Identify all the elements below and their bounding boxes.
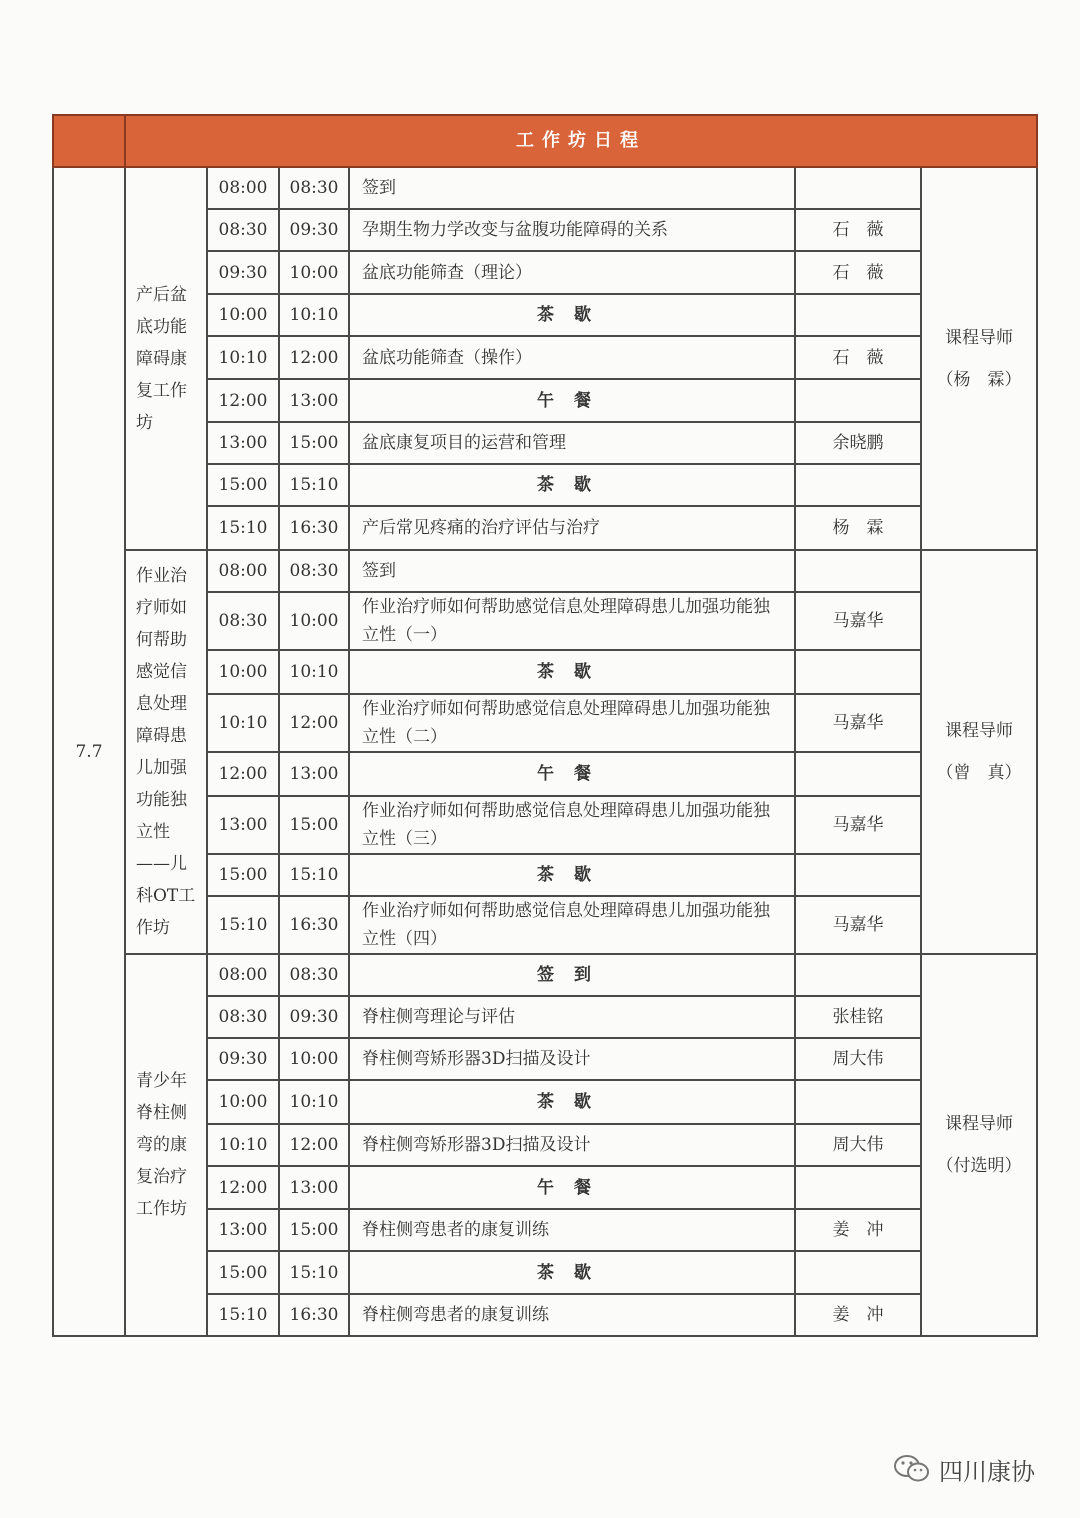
session-topic: 产后常见疼痛的治疗评估与治疗 <box>349 506 795 550</box>
start-time: 08:00 <box>207 167 279 209</box>
speaker: 马嘉华 <box>795 592 921 650</box>
session-topic: 脊柱侧弯矫形器3D扫描及设计 <box>349 1038 795 1080</box>
session-topic: 脊柱侧弯理论与评估 <box>349 996 795 1038</box>
course-mentor <box>921 167 1037 550</box>
table-row <box>53 550 1037 592</box>
start-time: 15:10 <box>207 1294 279 1336</box>
wechat-icon <box>893 1453 931 1485</box>
speaker: 杨 霖 <box>795 506 921 550</box>
session-topic: 午餐 <box>349 752 795 796</box>
end-time: 13:00 <box>279 1166 349 1209</box>
start-time: 15:10 <box>207 506 279 550</box>
end-time: 08:30 <box>279 167 349 209</box>
session-topic: 茶歇 <box>349 464 795 506</box>
session-topic: 作业治疗师如何帮助感觉信息处理障碍患儿加强功能独立性（二） <box>349 694 795 752</box>
session-topic: 脊柱侧弯矫形器3D扫描及设计 <box>349 1124 795 1166</box>
session-topic: 茶歇 <box>349 294 795 336</box>
start-time: 08:00 <box>207 550 279 592</box>
speaker <box>795 1251 921 1294</box>
end-time: 15:10 <box>279 1251 349 1294</box>
end-time: 12:00 <box>279 694 349 752</box>
start-time: 09:30 <box>207 251 279 294</box>
table-header-row <box>53 115 1037 167</box>
session-topic: 盆底康复项目的运营和管理 <box>349 422 795 464</box>
end-time: 10:00 <box>279 251 349 294</box>
speaker: 马嘉华 <box>795 896 921 954</box>
start-time: 10:10 <box>207 1124 279 1166</box>
session-topic: 作业治疗师如何帮助感觉信息处理障碍患儿加强功能独立性（一） <box>349 592 795 650</box>
mentor-name: （杨 霖） <box>936 369 1022 390</box>
watermark-text: 四川康协 <box>939 1457 1035 1486</box>
end-time: 12:00 <box>279 1124 349 1166</box>
end-time: 10:00 <box>279 1038 349 1080</box>
session-topic: 作业治疗师如何帮助感觉信息处理障碍患儿加强功能独立性（三） <box>349 796 795 854</box>
speaker: 石 薇 <box>795 251 921 294</box>
speaker <box>795 650 921 694</box>
speaker <box>795 954 921 996</box>
speaker: 余晓鹏 <box>795 422 921 464</box>
mentor-label: 课程导师 <box>945 327 1013 348</box>
session-topic: 签到 <box>349 167 795 209</box>
end-time: 09:30 <box>279 996 349 1038</box>
end-time: 10:00 <box>279 592 349 650</box>
end-time: 13:00 <box>279 752 349 796</box>
start-time: 08:30 <box>207 209 279 251</box>
session-topic: 签到 <box>349 550 795 592</box>
mentor-label: 课程导师 <box>945 721 1013 741</box>
speaker: 马嘉华 <box>795 796 921 854</box>
end-time: 16:30 <box>279 896 349 954</box>
end-time: 15:00 <box>279 422 349 464</box>
start-time: 08:30 <box>207 592 279 650</box>
header-blank-cell <box>53 115 125 167</box>
start-time: 10:10 <box>207 336 279 379</box>
start-time: 13:00 <box>207 796 279 854</box>
speaker <box>795 464 921 506</box>
mentor-label: 课程导师 <box>945 1114 1013 1134</box>
end-time: 15:00 <box>279 1209 349 1251</box>
speaker: 石 薇 <box>795 209 921 251</box>
mentor-name: （曾 真） <box>936 763 1022 783</box>
end-time: 09:30 <box>279 209 349 251</box>
end-time: 15:10 <box>279 464 349 506</box>
table-row <box>53 954 1037 996</box>
speaker: 马嘉华 <box>795 694 921 752</box>
start-time: 15:00 <box>207 854 279 896</box>
speaker <box>795 379 921 422</box>
start-time: 15:10 <box>207 896 279 954</box>
start-time: 15:00 <box>207 1251 279 1294</box>
session-topic: 盆底功能筛查（操作） <box>349 336 795 379</box>
session-topic: 茶歇 <box>349 650 795 694</box>
watermark <box>893 1447 1035 1491</box>
end-time: 08:30 <box>279 954 349 996</box>
speaker <box>795 854 921 896</box>
speaker: 周大伟 <box>795 1038 921 1080</box>
end-time: 16:30 <box>279 506 349 550</box>
end-time: 10:10 <box>279 1080 349 1124</box>
table-row <box>53 167 1037 209</box>
start-time: 15:00 <box>207 464 279 506</box>
end-time: 08:30 <box>279 550 349 592</box>
session-topic: 孕期生物力学改变与盆腹功能障碍的关系 <box>349 209 795 251</box>
date-cell: 7.7 <box>53 167 125 1336</box>
mentor-name: （付选明） <box>936 1156 1022 1176</box>
session-topic: 脊柱侧弯患者的康复训练 <box>349 1294 795 1336</box>
workshop-schedule-table <box>52 114 1038 1337</box>
workshop-name: 作业治疗师如何帮助感觉信息处理障碍患儿加强功能独立性——儿科OT工作坊 <box>125 550 207 954</box>
speaker: 姜 冲 <box>795 1209 921 1251</box>
start-time: 10:00 <box>207 1080 279 1124</box>
end-time: 12:00 <box>279 336 349 379</box>
start-time: 12:00 <box>207 1166 279 1209</box>
speaker <box>795 550 921 592</box>
workshop-name: 青少年脊柱侧弯的康复治疗工作坊 <box>125 954 207 1336</box>
speaker <box>795 752 921 796</box>
speaker: 张桂铭 <box>795 996 921 1038</box>
course-mentor <box>921 550 1037 954</box>
session-topic: 盆底功能筛查（理论） <box>349 251 795 294</box>
start-time: 08:00 <box>207 954 279 996</box>
session-topic: 茶歇 <box>349 854 795 896</box>
session-topic: 签到 <box>349 954 795 996</box>
course-mentor <box>921 954 1037 1336</box>
end-time: 15:00 <box>279 796 349 854</box>
start-time: 10:00 <box>207 294 279 336</box>
session-topic: 午餐 <box>349 379 795 422</box>
start-time: 09:30 <box>207 1038 279 1080</box>
speaker <box>795 294 921 336</box>
start-time: 08:30 <box>207 996 279 1038</box>
speaker <box>795 167 921 209</box>
session-topic: 茶歇 <box>349 1251 795 1294</box>
session-topic: 茶歇 <box>349 1080 795 1124</box>
end-time: 16:30 <box>279 1294 349 1336</box>
start-time: 10:00 <box>207 650 279 694</box>
session-topic: 作业治疗师如何帮助感觉信息处理障碍患儿加强功能独立性（四） <box>349 896 795 954</box>
start-time: 13:00 <box>207 422 279 464</box>
start-time: 10:10 <box>207 694 279 752</box>
session-topic: 脊柱侧弯患者的康复训练 <box>349 1209 795 1251</box>
speaker <box>795 1166 921 1209</box>
start-time: 12:00 <box>207 752 279 796</box>
schedule-title: 工作坊日程 <box>125 115 1037 167</box>
end-time: 15:10 <box>279 854 349 896</box>
speaker: 周大伟 <box>795 1124 921 1166</box>
end-time: 13:00 <box>279 379 349 422</box>
start-time: 13:00 <box>207 1209 279 1251</box>
speaker: 姜 冲 <box>795 1294 921 1336</box>
workshop-name: 产后盆底功能障碍康复工作坊 <box>125 167 207 550</box>
start-time: 12:00 <box>207 379 279 422</box>
speaker: 石 薇 <box>795 336 921 379</box>
end-time: 10:10 <box>279 294 349 336</box>
speaker <box>795 1080 921 1124</box>
session-topic: 午餐 <box>349 1166 795 1209</box>
end-time: 10:10 <box>279 650 349 694</box>
